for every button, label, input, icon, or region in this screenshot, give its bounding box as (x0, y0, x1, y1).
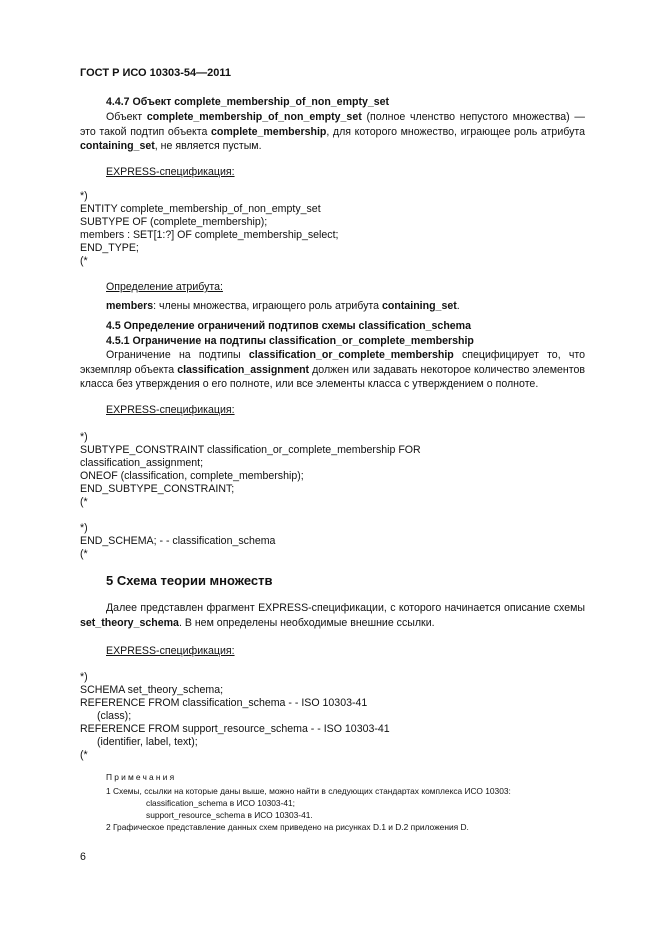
code-line: (class); (97, 710, 132, 722)
page-number: 6 (80, 851, 86, 863)
code-line: (* (80, 496, 88, 508)
code-line: *) (80, 431, 88, 443)
section-heading-4-5-1: 4.5.1 Ограничение на подтипы classification_or_complete_membership (106, 335, 474, 347)
code-line: ENTITY complete_membership_of_non_empty_set (80, 203, 321, 215)
note-1-item: classification_schema в ИСО 10303-41; (146, 798, 296, 808)
code-line: (* (80, 548, 88, 560)
code-line: members : SET[1:?] OF complete_membership_select; (80, 229, 339, 241)
notes-title: Примечания (106, 772, 177, 782)
section-heading-4-5: 4.5 Определение ограничений подтипов схемы classification_schema (106, 320, 471, 332)
section-heading-5: 5 Схема теории множеств (106, 573, 273, 588)
code-line: (* (80, 255, 88, 267)
code-line: SUBTYPE OF (complete_membership); (80, 216, 268, 228)
attribute-definition-label: Определение атрибута: (106, 281, 223, 293)
code-line: END_TYPE; (80, 242, 139, 254)
code-line: classification_assignment; (80, 457, 204, 469)
note-2: 2 Графическое представление данных схем приведено на рисунках D.1 и D.2 приложения D. (106, 822, 469, 832)
code-line: REFERENCE FROM support_resource_schema - - ISO 10303-41 (80, 723, 390, 735)
page-header: ГОСТ Р ИСО 10303-54—2011 (80, 67, 232, 79)
code-line: ONEOF (classification, complete_membership); (80, 470, 304, 482)
paragraph-4-4-7: Объект complete_membership_of_non_empty_set (полное членство непустого множества) — это такой подтип объекта complete_membership, для которого множество, играющее роль атрибута containing_set, не является пустым. (80, 111, 585, 152)
code-line: END_SCHEMA; - - classification_schema (80, 535, 276, 547)
code-line: *) (80, 190, 88, 202)
code-line: *) (80, 522, 88, 534)
express-label: EXPRESS-спецификация: (106, 166, 235, 178)
code-line: REFERENCE FROM classification_schema - - ISO 10303-41 (80, 697, 368, 709)
note-1: 1 Схемы, ссылки на которые даны выше, можно найти в следующих стандартах комплекса ИСО 10303: (106, 786, 511, 796)
note-1-item: support_resource_schema в ИСО 10303-41. (146, 810, 313, 820)
paragraph-4-5-1: Ограничение на подтипы classification_or_complete_membership специфицирует то, что экземпляр объекта classification_assignment должен или задавать некоторое количество элементов класса без утверждения о его полноте, или все элементы класса с утверждением о полноте. (80, 349, 585, 390)
code-line: (identifier, label, text); (97, 736, 198, 748)
attribute-definition: members: члены множества, играющего роль атрибута containing_set. (106, 300, 460, 312)
express-label: EXPRESS-спецификация: (106, 404, 235, 416)
code-line: SUBTYPE_CONSTRAINT classification_or_complete_membership FOR (80, 444, 421, 456)
code-line: END_SUBTYPE_CONSTRAINT; (80, 483, 235, 495)
code-line: (* (80, 749, 88, 761)
code-line: SCHEMA set_theory_schema; (80, 684, 224, 696)
code-line: *) (80, 671, 88, 683)
express-label: EXPRESS-спецификация: (106, 645, 235, 657)
paragraph-5: Далее представлен фрагмент EXPRESS-спецификации, с которого начинается описание схемы set_theory_schema. В нем определены необходимые внешние ссылки. (80, 602, 585, 629)
section-heading-4-4-7: 4.4.7 Объект complete_membership_of_non_empty_set (106, 96, 390, 108)
